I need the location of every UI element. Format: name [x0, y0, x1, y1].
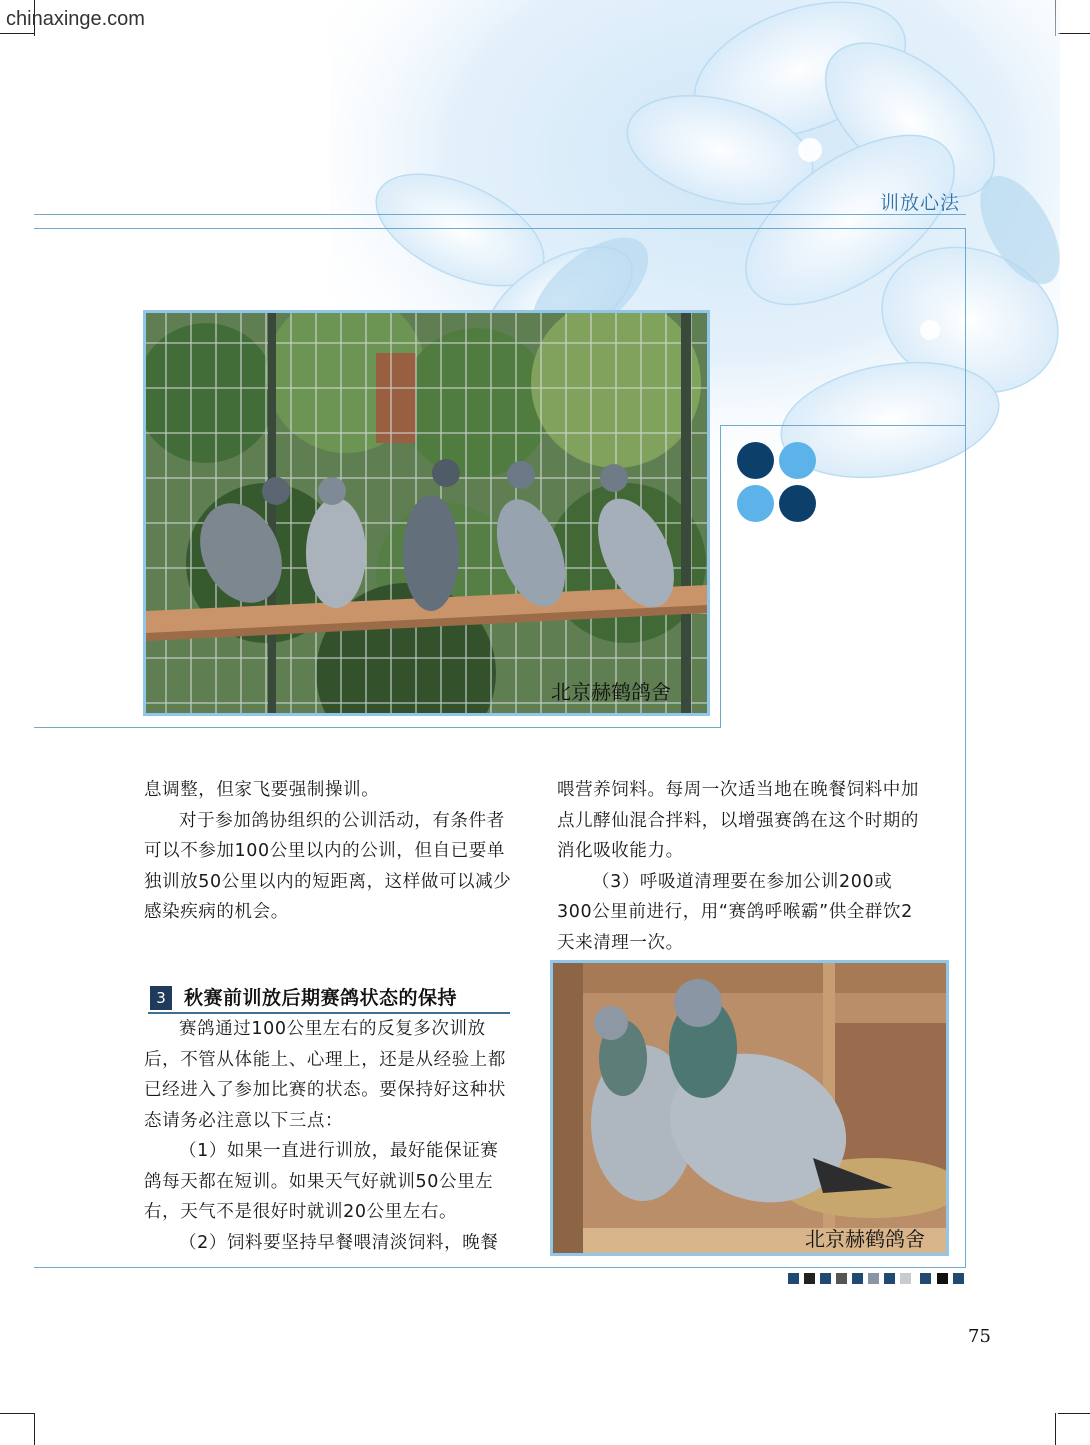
pigeon-pair-in-loft-photo — [550, 960, 949, 1256]
photo-frame-line — [720, 425, 965, 426]
photo-frame-line — [720, 425, 721, 728]
crop-mark — [1055, 1413, 1056, 1445]
decor-dot — [779, 485, 816, 522]
footer-decor-square — [884, 1273, 895, 1284]
footer-decor-square — [953, 1273, 964, 1284]
header-rule — [34, 214, 966, 215]
section-heading — [148, 982, 510, 1014]
footer-decor-square — [868, 1273, 879, 1284]
crop-mark — [1058, 1413, 1090, 1414]
footer-decor-square — [788, 1273, 799, 1284]
frame-rule-top — [34, 228, 966, 229]
footer-decor-square — [804, 1273, 815, 1284]
footer-rule — [34, 1267, 966, 1268]
photo-caption: 北京赫鹤鸽舍 — [551, 680, 671, 704]
crop-mark — [1058, 33, 1090, 34]
frame-rule-right — [965, 228, 966, 1268]
decor-dot — [737, 442, 774, 479]
footer-decor-square — [920, 1273, 931, 1284]
page-number: 75 — [968, 1326, 991, 1347]
section-number-badge: 3 — [150, 986, 172, 1010]
footer-decor-square — [836, 1273, 847, 1284]
right-column-text — [557, 775, 925, 958]
footer-decor-square — [937, 1273, 948, 1284]
section-title: 秋赛前训放后期赛鸽状态的保持 — [184, 987, 458, 1009]
decor-dot — [779, 442, 816, 479]
paragraph: 对于参加鸽协组织的公训活动，有条件者可以不参加100公里以内的公训，但自已要单独训放50公里以内的短距离，这样做可以减少感染疾病的机会。 — [144, 810, 512, 922]
paragraph: 息调整，但家飞要强制操训。 — [144, 780, 380, 800]
paragraph: （2）饲料要坚持早餐喂清淡饲料，晚餐 — [179, 1232, 499, 1253]
section-header-title: 训放心法 — [880, 192, 961, 214]
footer-decor-square — [900, 1273, 911, 1284]
left-column-text — [144, 775, 512, 928]
paragraph: 喂营养饲料。每周一次适当地在晚餐饲料中加点儿酵仙混合拌料，以增强赛鸽在这个时期的消化吸收能力。 — [557, 780, 919, 861]
paragraph: （1）如果一直进行训放，最好能保证赛鸽每天都在短训。如果天气好就训50公里左右，天气不是很好时就训20公里左右。 — [144, 1141, 499, 1222]
decor-dot — [737, 485, 774, 522]
paragraph: 赛鸽通过100公里左右的反复多次训放后，不管从体能上、心理上，还是从经验上都已经进入了参加比赛的状态。要保持好这种状态请务必注意以下三点： — [144, 1019, 506, 1131]
crop-mark — [0, 33, 34, 34]
crop-mark — [34, 1413, 35, 1445]
paragraph: （3）呼吸道清理要在参加公训200或300公里前进行，用“赛鸽呼喉霸”供全群饮2天来清理一次。 — [557, 871, 913, 953]
photo-caption: 北京赫鹤鸽舍 — [805, 1227, 925, 1251]
crop-mark — [0, 1413, 34, 1414]
photo-frame-line — [34, 727, 721, 728]
site-watermark: chinaxinge.com — [6, 8, 145, 30]
pigeons-on-perch-photo — [143, 310, 710, 716]
left-column-text — [144, 1014, 512, 1258]
footer-decor-square — [852, 1273, 863, 1284]
footer-decor-square — [820, 1273, 831, 1284]
